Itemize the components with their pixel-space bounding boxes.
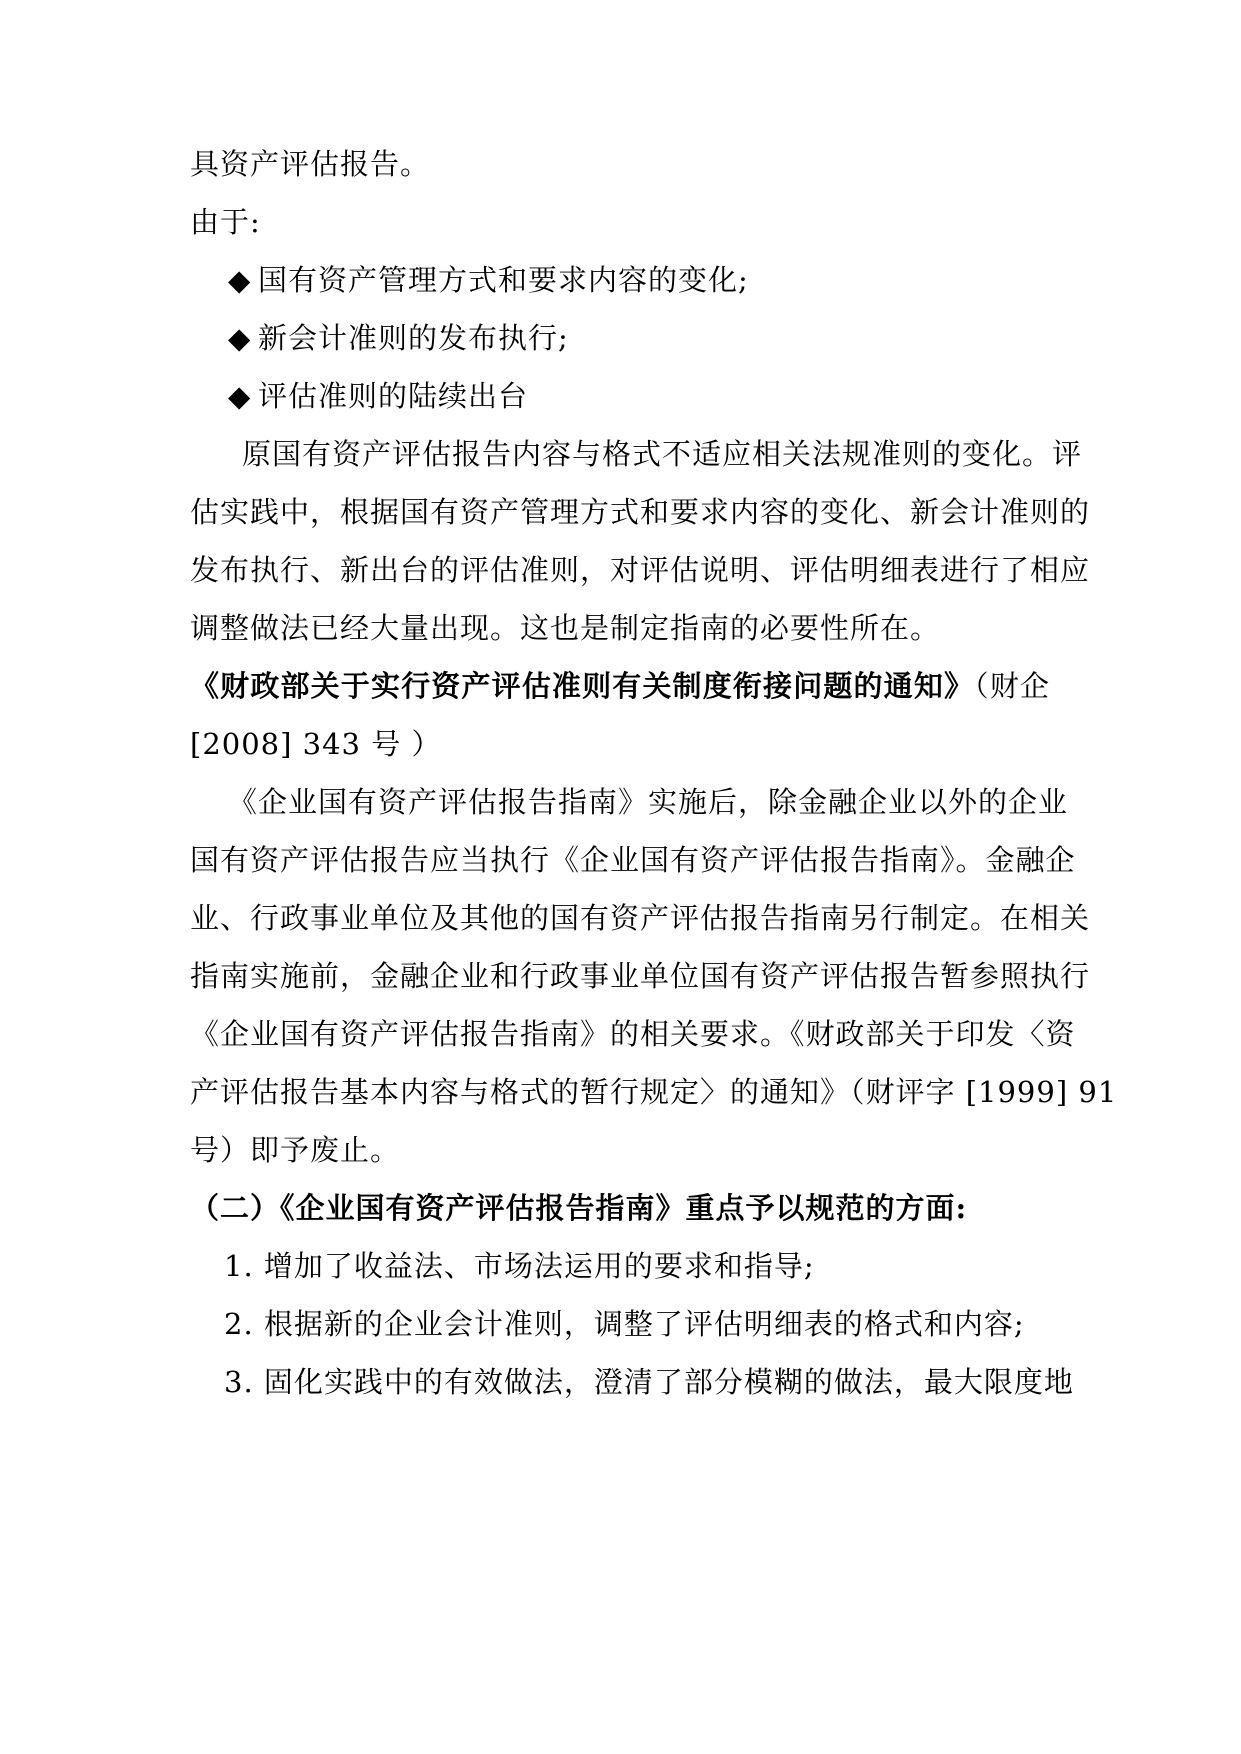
diamond-bullet-icon: ◆ (228, 379, 252, 413)
paragraph-line: 产评估报告基本内容与格式的暂行规定〉的通知》（财评字 [1999] 91 (190, 1075, 1118, 1109)
paragraph-line: 国有资产评估报告应当执行《企业国有资产评估报告指南》。金融企 (190, 843, 1076, 877)
bullet-item (228, 262, 1050, 298)
paragraph-line: 《企业国有资产评估报告指南》的相关要求。《财政部关于印发〈资 (190, 1017, 1076, 1051)
paragraph-line: 调整做法已经大量出现。这也是制定指南的必要性所在。 (190, 611, 941, 645)
diamond-bullet-icon: ◆ (228, 321, 252, 355)
notice-heading (190, 668, 1050, 704)
paragraph-line: 发布执行、新出台的评估准则，对评估说明、评估明细表进行了相应 (190, 553, 1091, 587)
paragraph-line: 《企业国有资产评估报告指南》实施后，除金融企业以外的企业 (228, 785, 1069, 819)
paragraph-line: 由于: (190, 205, 261, 239)
paragraph-line: 业、行政事业单位及其他的国有资产评估报告指南另行制定。在相关 (190, 901, 1091, 935)
paragraph-line: 指南实施前，金融企业和行政事业单位国有资产评估报告暂参照执行 (190, 959, 1091, 993)
numbered-item: 3. 固化实践中的有效做法，澄清了部分模糊的做法，最大限度地 (224, 1365, 1074, 1399)
bullet-item (228, 320, 1050, 356)
paragraph-line: 估实践中，根据国有资产管理方式和要求内容的变化、新会计准则的 (190, 495, 1091, 529)
diamond-bullet-icon: ◆ (228, 263, 252, 297)
numbered-item: 2. 根据新的企业会计准则，调整了评估明细表的格式和内容; (224, 1307, 1025, 1341)
section-heading: （二）《企业国有资产评估报告指南》重点予以规范的方面: (190, 1191, 968, 1225)
bullet-text: 国有资产管理方式和要求内容的变化; (258, 263, 749, 297)
notice-suffix: （财企 (974, 669, 1050, 703)
paragraph-line: 号）即予废止。 (190, 1133, 401, 1167)
bullet-item (228, 378, 1050, 414)
notice-title: 《财政部关于实行资产评估准则有关制度衔接问题的通知》 (190, 669, 975, 703)
bullet-text: 评估准则的陆续出台 (258, 379, 529, 413)
paragraph-line: 原国有资产评估报告内容与格式不适应相关法规准则的变化。评 (242, 437, 1083, 471)
paragraph-line: [2008] 343 号 ） (190, 727, 442, 761)
bullet-text: 新会计准则的发布执行; (258, 321, 569, 355)
numbered-item: 1. 增加了收益法、市场法运用的要求和指导; (224, 1249, 815, 1283)
paragraph-line: 具资产评估报告。 (190, 147, 431, 181)
